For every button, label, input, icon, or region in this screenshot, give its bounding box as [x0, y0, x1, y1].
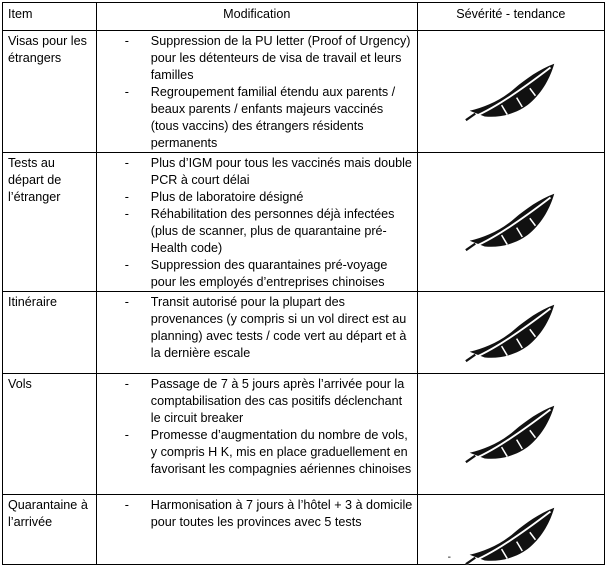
list-item: - Plus d’IGM pour tous les vaccinés mais double PCR à court délai [124, 156, 412, 187]
severity-cell [417, 153, 604, 292]
bullet-text: Réhabilitation des personnes déjà infectées (plus de scanner, plus de quarantaine pré-Health code) [150, 207, 395, 255]
measures-table [2, 2, 605, 565]
table-row [3, 374, 605, 495]
severity-cell [417, 292, 604, 374]
table-row [3, 292, 605, 374]
modification-cell [96, 495, 417, 565]
list-item: - Suppression de la PU letter (Proof of Urgency) pour les détenteurs de visa de travail et leurs familles [124, 34, 411, 82]
feather-icon [464, 301, 558, 365]
feather-icon [464, 504, 558, 568]
modification-cell [96, 153, 417, 292]
bullet-text: Plus de laboratoire désigné [150, 190, 304, 204]
table-row [3, 31, 605, 153]
severity-cell [417, 374, 604, 495]
table-row [3, 153, 605, 292]
bullet-list [97, 376, 413, 478]
feather-icon [464, 60, 558, 124]
modification-cell [96, 374, 417, 495]
bullet-text: Suppression de la PU letter (Proof of Urgency) pour les détenteurs de visa de travail et leurs familles [150, 34, 411, 82]
stray-mark: - [447, 552, 451, 563]
severity-cell [417, 495, 604, 565]
severity-cell [417, 31, 604, 153]
bullet-text: Harmonisation à 7 jours à l’hôtel + 3 à domicile pour toutes les provinces avec 5 tests [150, 498, 413, 529]
bullet-text: Suppression des quarantaines pré-voyage pour les employés d’entreprises chinoises [150, 258, 388, 289]
bullet-list [97, 155, 413, 291]
item-cell: Itinéraire [3, 292, 97, 374]
item-cell: Quarantaine à l’arrivée [3, 495, 97, 565]
modification-cell [96, 31, 417, 153]
severity-column-header: Sévérité - tendance [417, 3, 604, 31]
list-item: - Harmonisation à 7 jours à l’hôtel + 3 à domicile pour toutes les provinces avec 5 tests [124, 498, 413, 529]
list-item: - Passage de 7 à 5 jours après l’arrivée pour la comptabilisation des cas positifs déclenchant le circuit breaker [124, 377, 405, 425]
item-column-header: Item [3, 3, 97, 31]
bullet-text: Promesse d’augmentation du nombre de vols, y compris H K, mis en place graduellement en favorisant les compagnies aériennes chinoises [150, 428, 412, 476]
list-item: - Regroupement familial étendu aux parents / beaux parents / enfants majeurs vaccinés (tous vaccins) des étrangers résidents permanents [124, 85, 396, 150]
bullet-list [97, 294, 413, 362]
feather-icon [464, 190, 558, 254]
header-row [3, 3, 605, 31]
list-item: - Réhabilitation des personnes déjà infectées (plus de scanner, plus de quarantaine pré-Health code) [124, 207, 395, 255]
feather-icon [464, 402, 558, 466]
modification-cell [96, 292, 417, 374]
bullet-list [97, 497, 413, 531]
table-row [3, 495, 605, 565]
bullet-list [97, 33, 413, 152]
item-cell: Vols [3, 374, 97, 495]
list-item: - Transit autorisé pour la plupart des provenances (y compris si un vol direct est au planning) avec tests / code vert au départ et à la dernière escale [124, 295, 407, 360]
list-item: - Plus de laboratoire désigné [124, 190, 304, 204]
bullet-text: Passage de 7 à 5 jours après l’arrivée pour la comptabilisation des cas positifs déclenchant le circuit breaker [150, 377, 405, 425]
item-cell: Tests au départ de l’étranger [3, 153, 97, 292]
item-cell: Visas pour les étrangers [3, 31, 97, 153]
bullet-text: Regroupement familial étendu aux parents / beaux parents / enfants majeurs vaccinés (tous vaccins) des étrangers résidents permanents [150, 85, 396, 150]
bullet-text: Transit autorisé pour la plupart des provenances (y compris si un vol direct est au planning) avec tests / code vert au départ et à la dernière escale [150, 295, 407, 360]
list-item: - Suppression des quarantaines pré-voyage pour les employés d’entreprises chinoises [124, 258, 388, 289]
bullet-text: Plus d’IGM pour tous les vaccinés mais double PCR à court délai [150, 156, 412, 187]
modification-column-header: Modification [96, 3, 417, 31]
list-item: - Promesse d’augmentation du nombre de vols, y compris H K, mis en place graduellement en favorisant les compagnies aériennes chinoises [124, 428, 412, 476]
